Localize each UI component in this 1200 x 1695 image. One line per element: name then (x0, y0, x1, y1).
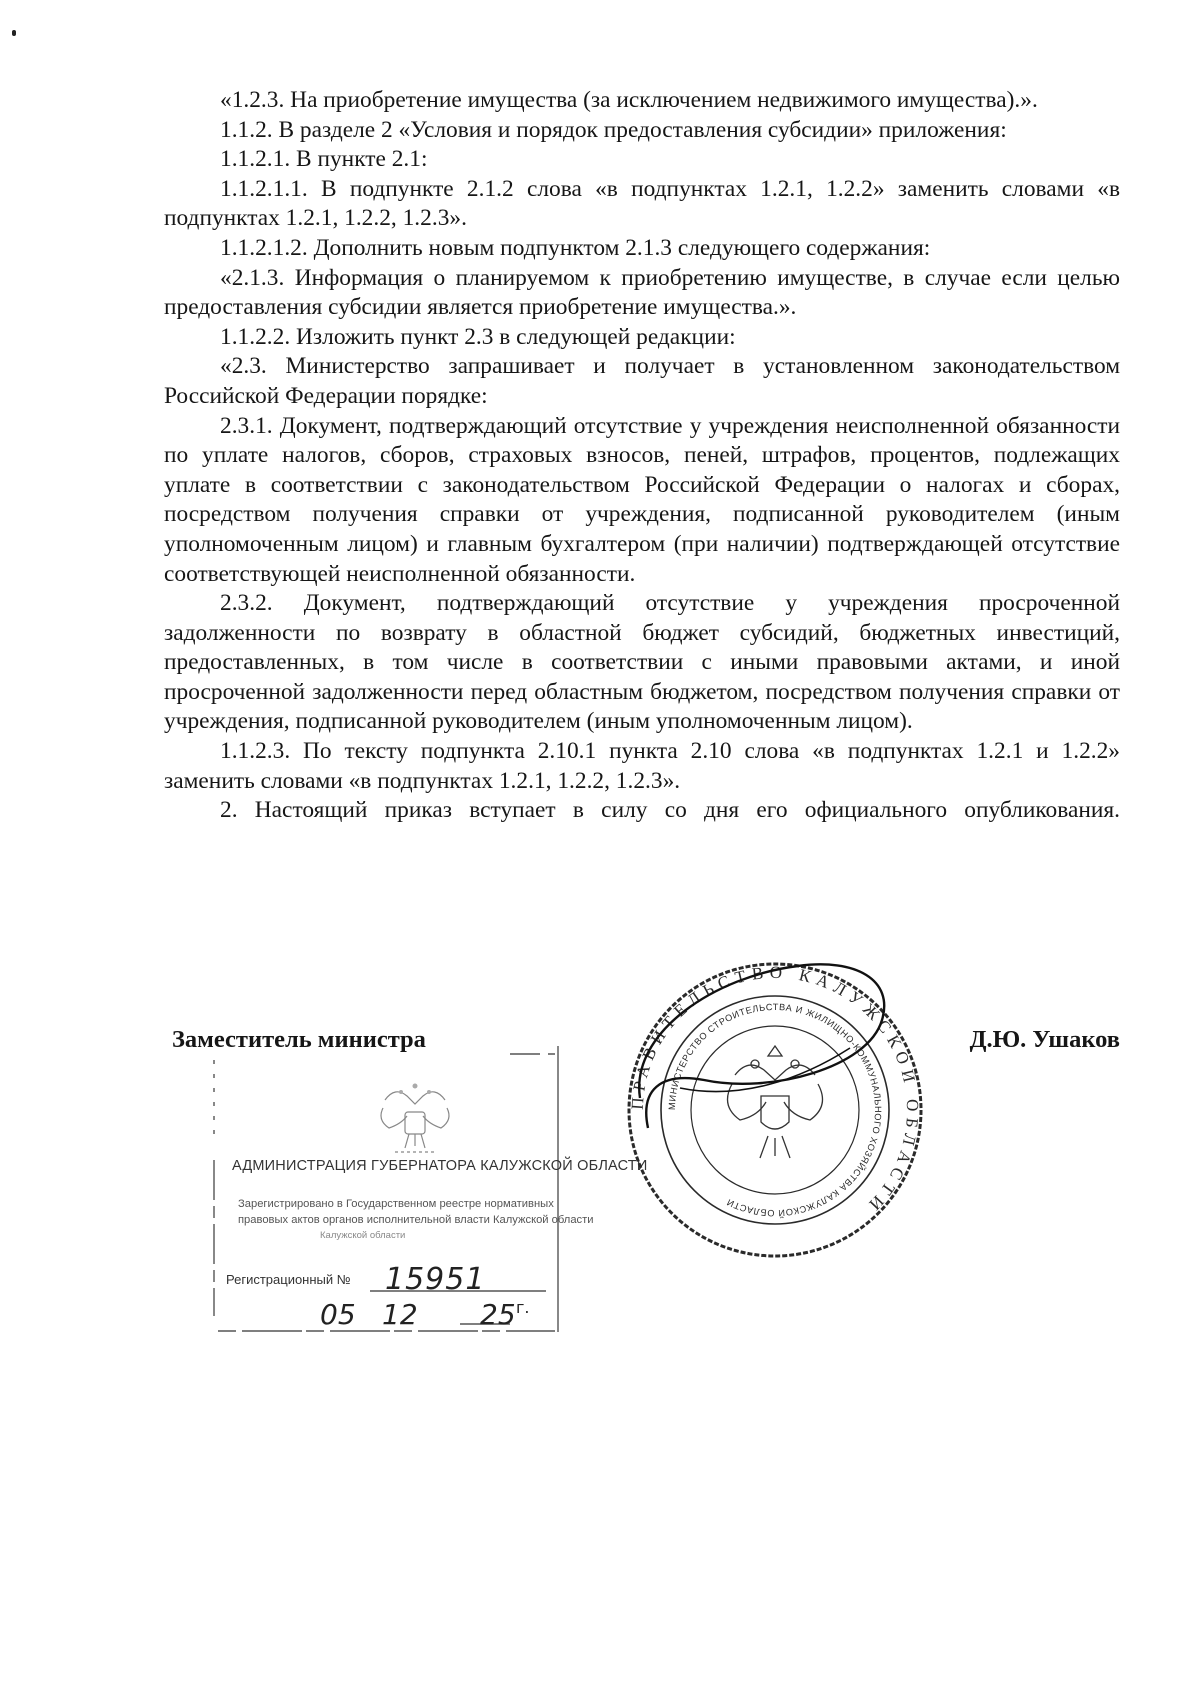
registration-date-month: 12 (382, 1298, 418, 1331)
double-headed-eagle-icon (365, 1080, 465, 1165)
registration-date-year: 25 (480, 1298, 516, 1331)
paragraph-1-1-2-1: 1.1.2.1. В пункте 2.1: (220, 146, 428, 173)
paragraph-2-3-1: 2.3.1. Документ, подтверждающий отсутствие у учреждения неисполненной обязанности по уплате налогов, сборов, страховых взносов, пеней, штрафов, процентов, подлежащих уплате в соответствии с законодательством Российской Федерации о налогах и сборах, посредством получения справки от учреждения, подписанной руководителем (иным уполномоченным лицом) и главным бухгалтером (при наличии) подтверждающей отсутствие соответствующей неисполненной обязанности. (164, 412, 1120, 587)
seal-coat-of-arms-icon (728, 1046, 823, 1158)
order-text (164, 86, 1120, 826)
registration-date-day: 05 (320, 1298, 356, 1331)
signatory-name: Д.Ю. Ушаков (969, 1026, 1120, 1053)
paragraph-2-effective-date: 2. Настоящий приказ вступает в силу со дня его официального опубликования. (220, 797, 1120, 824)
paragraph-1-1-2-2: 1.1.2.2. Изложить пункт 2.3 в следующей редакции: (220, 323, 736, 350)
registration-date (320, 1298, 540, 1332)
paragraph-1-1-2-1-1: 1.1.2.1.1. В подпункте 2.1.2 слова «в подпунктах 1.2.1, 1.2.2» заменить словами «в подпунктах 1.2.1, 1.2.2, 1.2.3». (164, 175, 1120, 232)
registration-note-line-2: правовых актов органов исполнительной власти Калужской области (238, 1214, 594, 1226)
registration-date-suffix: г. (516, 1298, 530, 1317)
paragraph-2-3-2: 2.3.2. Документ, подтверждающий отсутствие у учреждения просроченной задолженности по возврату в областной бюджет субсидий, бюджетных инвестиций, предоставленных, в том числе в соответствии с иными правовыми актами, и иной просроченной задолженности перед областным бюджетом, посредством получения справки от учреждения, подписанной руководителем (иным уполномоченным лицом). (164, 590, 1120, 735)
paragraph-1-2-3: «1.2.3. На приобретение имущества (за исключением недвижимого имущества).». (220, 87, 1038, 113)
registration-number: 15951 (385, 1262, 486, 1297)
paragraph-2-3: «2.3. Министерство запрашивает и получает в установленном законодательством Российской Федерации порядке: (164, 353, 1120, 409)
signatory-title: Заместитель министра (172, 1026, 426, 1053)
registration-stamp (210, 1040, 648, 1340)
registration-note-line-3: Калужской области (320, 1230, 406, 1241)
paragraph-2-1-3: «2.1.3. Информация о планируемом к приобретению имуществе, в случае если целью предоставления субсидии является приобретение имущества.». (164, 264, 1120, 321)
paragraph-1-1-2-3: 1.1.2.3. По тексту подпункта 2.10.1 пункта 2.10 слова «в подпунктах 1.2.1 и 1.2.2» заменить словами «в подпунктах 1.2.1, 1.2.2, 1.2.3». (164, 738, 1120, 794)
seal-outer-text: ПРАВИТЕЛЬСТВО КАЛУЖСКОЙ ОБЛАСТИ (627, 962, 923, 1219)
paragraph-1-1-2: 1.1.2. В разделе 2 «Условия и порядок предоставления субсидии» приложения: (220, 116, 1007, 143)
scan-artifact-dot (12, 30, 16, 36)
seal-inner-text: МИНИСТЕРСТВО СТРОИТЕЛЬСТВА И ЖИЛИЩНО-КОММУНАЛЬНОГО ХОЗЯЙСТВА КАЛУЖСКОЙ ОБЛАСТИ (666, 1001, 884, 1219)
registration-organization: АДМИНИСТРАЦИЯ ГУБЕРНАТОРА КАЛУЖСКОЙ ОБЛАСТИ (232, 1158, 648, 1174)
paragraph-1-1-2-1-2: 1.1.2.1.2. Дополнить новым подпунктом 2.1.3 следующего содержания: (220, 234, 931, 261)
official-seal (620, 960, 930, 1260)
registration-note-line-1: Зарегистрировано в Государственном реестре нормативных (238, 1198, 554, 1210)
registration-number-label: Регистрационный № (226, 1272, 351, 1287)
svg-text:МИНИСТЕРСТВО СТРОИТЕЛЬСТВА И Ж (667, 1002, 883, 1219)
